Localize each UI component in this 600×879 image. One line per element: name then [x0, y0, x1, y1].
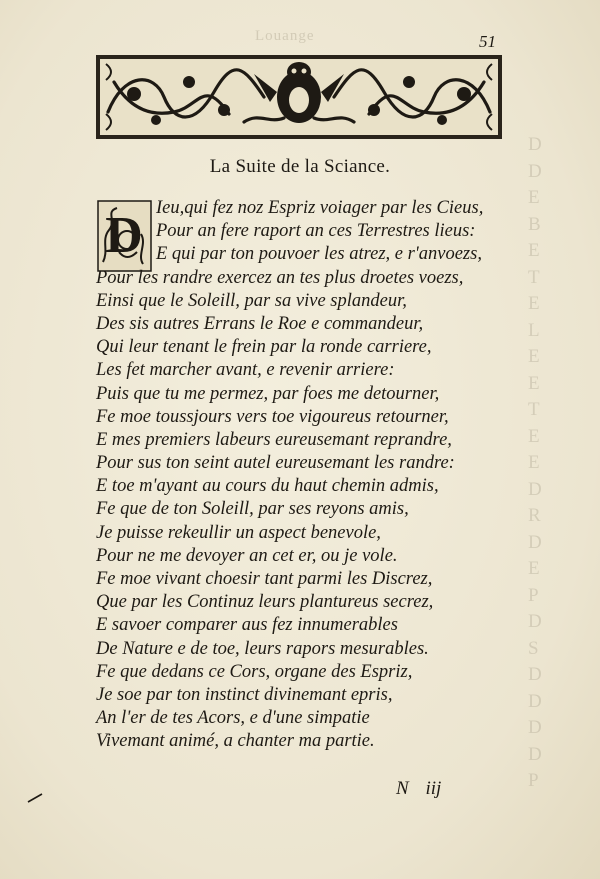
bleed-through-letter: P — [528, 770, 539, 791]
poem-line: Pour les randre exercez an tes plus droetes voezs, — [96, 267, 464, 288]
bleed-through-letter: R — [528, 505, 541, 526]
poem-line: Pour an fere raport an ces Terrestres lieus: — [156, 221, 476, 242]
poem-line: Puis que tu me permez, par foes me detourner, — [96, 383, 440, 404]
bleed-through-letter: D — [528, 717, 542, 738]
poem-line: Que par les Continuz leurs plantureus secrez, — [96, 592, 434, 613]
page-number: 51 — [479, 32, 496, 51]
bleed-through-letter: E — [528, 187, 540, 208]
poem-line: Pour sus ton seint autel eureusemant les randre: — [96, 453, 455, 474]
signature-letter: N — [396, 778, 409, 799]
bleed-through-letter: E — [528, 558, 540, 579]
poem-line: E qui par ton pouvoer les atrez, e r'anvoezs, — [156, 244, 482, 265]
poem-line: Qui leur tenant le frein par la ronde carriere, — [96, 337, 432, 358]
bleed-through-letter: E — [528, 293, 540, 314]
bleed-through-letter: E — [528, 346, 540, 367]
section-title: La Suite de la Sciance. — [209, 156, 391, 177]
poem-line: E mes premiers labeurs eureusemant reprandre, — [96, 429, 452, 450]
bleed-through-letter: T — [528, 266, 540, 288]
poem-line: Je puisse rekeullir un aspect benevole, — [96, 522, 381, 543]
bleed-through-letter: D — [528, 531, 542, 553]
bleed-through-letter: E — [528, 240, 540, 261]
ink-stroke-icon — [27, 793, 43, 803]
poem-line: E savoer comparer aus fez innumerables — [96, 615, 398, 636]
bleed-through-letter: D — [528, 160, 542, 182]
bleed-through-letter: S — [528, 637, 539, 659]
poem-line: Fe que de ton Soleill, par ses reyons amis, — [96, 499, 409, 520]
poem-line: Les fet marcher avant, e revenir arriere: — [96, 360, 395, 381]
poem-line: An l'er de tes Acors, e d'une simpatie — [96, 708, 370, 729]
poem-line: Fe moe toussjours vers toe vigoureus retourner, — [96, 406, 449, 427]
bleed-through-letter: D — [528, 664, 542, 685]
poem-line: Vivemant animé, a chanter ma partie. — [96, 731, 375, 752]
bleed-through-letter: E — [528, 425, 540, 447]
bleed-through-letter: D — [528, 478, 542, 500]
bleed-through-header: Louange — [255, 28, 315, 44]
poem-line: E toe m'ayant au cours du haut chemin admis, — [96, 476, 439, 497]
poem-line: De Nature e de toe, leurs rapors mesurables. — [96, 638, 429, 659]
poem-line: Ieu,qui fez noz Espriz voiager par les Cieus, — [156, 198, 484, 218]
poem-text — [96, 197, 526, 754]
bleed-through-letter: D — [528, 611, 542, 632]
bleed-through-letter: E — [528, 452, 540, 473]
bleed-through-letter: D — [528, 690, 542, 712]
bleed-through-letter: B — [528, 213, 541, 235]
ornament-headpiece-icon — [94, 52, 504, 142]
poem-line: Fe moe vivant choesir tant parmi les Discrez, — [96, 569, 433, 589]
poem-line: Einsi que le Soleill, par sa vive splandeur, — [96, 290, 407, 311]
poem-line: Des sis autres Errans le Roe e commandeur, — [96, 313, 424, 334]
bleed-through-letter: P — [528, 584, 539, 606]
bleed-through-margin — [528, 132, 598, 795]
bleed-through-letter: L — [528, 319, 540, 341]
signature-number: iij — [425, 778, 442, 799]
poem-line: Fe que dedans ce Cors, organe des Espriz, — [96, 661, 413, 682]
bleed-through-letter: D — [528, 134, 542, 155]
signature-mark — [396, 778, 441, 800]
poem-line: Pour ne me devoyer an cet er, ou je vole. — [96, 545, 398, 566]
bleed-through-letter: T — [528, 399, 540, 420]
poem-line: Je soe par ton instinct divinemant epris, — [96, 684, 393, 705]
bleed-through-letter: E — [528, 372, 540, 394]
bleed-through-letter: D — [528, 743, 542, 765]
svg-text:D: D — [105, 207, 143, 264]
